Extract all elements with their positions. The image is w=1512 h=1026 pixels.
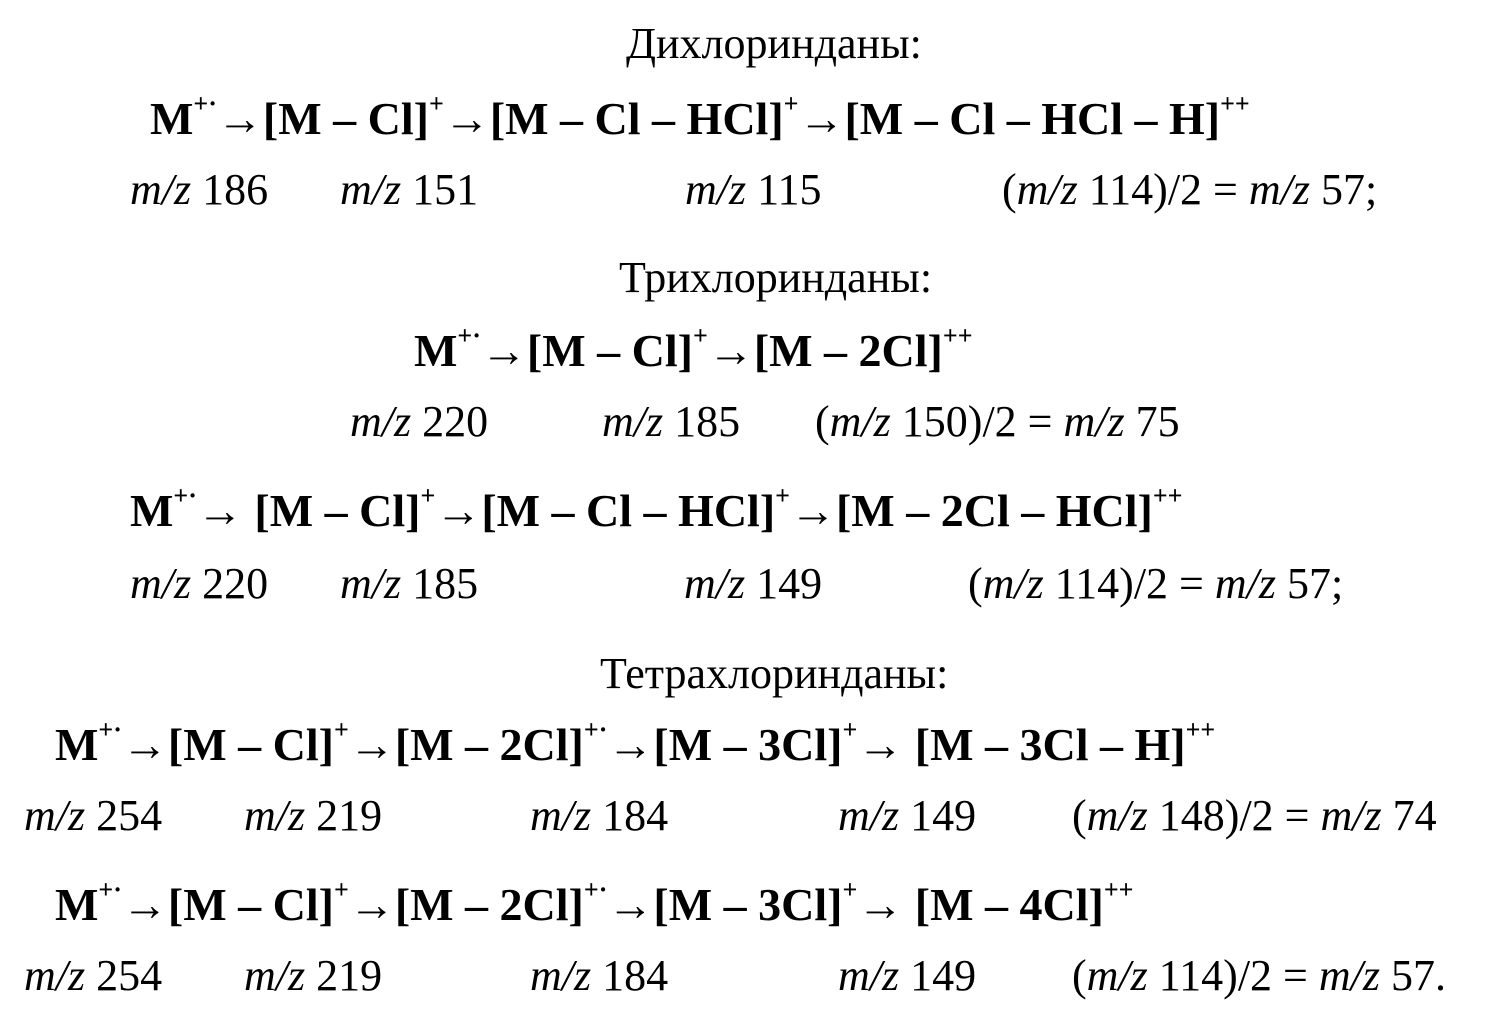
ion-formula: M: [55, 879, 99, 930]
ion-charge: +·: [98, 714, 122, 744]
mz-doubly-charged: (m/z 114)/2 = m/z 57.: [1072, 951, 1446, 1000]
ion-charge: +: [775, 480, 790, 510]
reaction-arrow: →: [707, 325, 754, 376]
reaction-arrow: →: [435, 485, 482, 536]
reaction-arrow: →: [789, 485, 836, 536]
reaction-arrow: →: [798, 93, 845, 144]
mz-value: m/z 254: [24, 951, 163, 1000]
ion-charge: ++: [1103, 874, 1134, 904]
ion-formula: [M – 2Cl]: [394, 879, 584, 930]
ion-formula: [M – 2Cl]: [753, 325, 943, 376]
ion-charge: +·: [583, 714, 608, 744]
mz-value: m/z 149: [684, 559, 823, 608]
reaction-arrow: →: [196, 485, 243, 536]
mz-value: m/z 149: [838, 791, 977, 840]
reaction-arrow: →: [607, 719, 654, 770]
mz-doubly-charged: (m/z 114)/2 = m/z 57;: [1002, 165, 1378, 214]
mz-value: m/z 219: [244, 951, 383, 1000]
fragmentation-equation: [130, 480, 1183, 536]
ion-formula: [M – 3Cl – H]: [914, 719, 1186, 770]
ion-formula: [M – 2Cl – HCl]: [835, 485, 1153, 536]
mz-doubly-charged: (m/z 148)/2 = m/z 74: [1072, 791, 1437, 840]
ion-formula: [M – Cl – HCl – H]: [844, 93, 1221, 144]
reaction-arrow: →: [857, 879, 904, 930]
mz-value: m/z 184: [530, 951, 669, 1000]
ion-formula: M: [150, 93, 194, 144]
fragmentation-equation: [150, 88, 1250, 144]
ion-formula: [M – Cl]: [526, 325, 693, 376]
reaction-arrow: →: [443, 93, 490, 144]
mz-value: m/z 149: [838, 951, 977, 1000]
ion-charge: +: [333, 714, 349, 744]
heading-tetrachloroindanes: Тетрахлоринданы:: [600, 649, 949, 698]
ion-formula: [M – Cl – HCl]: [481, 485, 776, 536]
ion-formula: [M – Cl]: [167, 719, 334, 770]
ion-charge: ++: [942, 320, 973, 350]
reaction-arrow: →: [216, 93, 263, 144]
ion-charge: +: [420, 480, 436, 510]
fragmentation-equation: [55, 714, 1216, 770]
reaction-arrow: →: [348, 719, 395, 770]
ion-charge: +: [428, 88, 444, 118]
reaction-arrow: →: [857, 719, 904, 770]
ion-formula: M: [414, 325, 458, 376]
ion-charge: +: [783, 88, 799, 118]
ion-charge: +·: [98, 874, 122, 904]
ion-formula: [M – 3Cl]: [653, 879, 843, 930]
mz-doubly-charged: (m/z 114)/2 = m/z 57;: [968, 559, 1344, 608]
mz-value: m/z 185: [602, 397, 741, 446]
ion-formula: [M – 3Cl]: [653, 719, 843, 770]
reaction-arrow: →: [121, 879, 168, 930]
mz-doubly-charged: (m/z 150)/2 = m/z 75: [815, 397, 1180, 446]
reaction-arrow: →: [348, 879, 395, 930]
mz-value: m/z 220: [350, 397, 489, 446]
ion-formula: M: [130, 485, 174, 536]
ion-charge: ++: [1220, 88, 1250, 118]
ion-formula: M: [55, 719, 99, 770]
ion-charge: +·: [193, 88, 217, 118]
ion-charge: +: [842, 874, 858, 904]
fragmentation-equation: [55, 874, 1134, 930]
mz-value: m/z 219: [244, 791, 383, 840]
reaction-arrow: →: [121, 719, 168, 770]
reaction-arrow: →: [607, 879, 654, 930]
ion-formula: [M – 4Cl]: [914, 879, 1104, 930]
mz-value: m/z 254: [24, 791, 163, 840]
mz-value: m/z 115: [685, 165, 822, 214]
ion-charge: ++: [1185, 714, 1216, 744]
mz-value: m/z 151: [340, 165, 479, 214]
heading-trichloroindanes: Трихлоринданы:: [619, 253, 933, 302]
ion-charge: +·: [583, 874, 608, 904]
reaction-arrow: →: [480, 325, 527, 376]
ion-formula: [M – Cl]: [167, 879, 334, 930]
ion-charge: +·: [457, 320, 481, 350]
mz-value: m/z 186: [130, 165, 269, 214]
ion-formula: [M – Cl]: [254, 485, 421, 536]
ion-charge: +: [842, 714, 858, 744]
mz-value: m/z 220: [130, 559, 269, 608]
ion-charge: +: [692, 320, 708, 350]
ion-charge: ++: [1152, 480, 1183, 510]
ion-formula: [M – 2Cl]: [394, 719, 584, 770]
ion-charge: +·: [173, 480, 197, 510]
ion-charge: +: [333, 874, 349, 904]
heading-dichloroindanes: Дихлоринданы:: [626, 19, 922, 68]
ion-formula: [M – Cl – HCl]: [489, 93, 784, 144]
mz-value: m/z 184: [530, 791, 669, 840]
ion-formula: [M – Cl]: [262, 93, 429, 144]
fragmentation-equation: [414, 320, 973, 376]
mz-value: m/z 185: [340, 559, 479, 608]
